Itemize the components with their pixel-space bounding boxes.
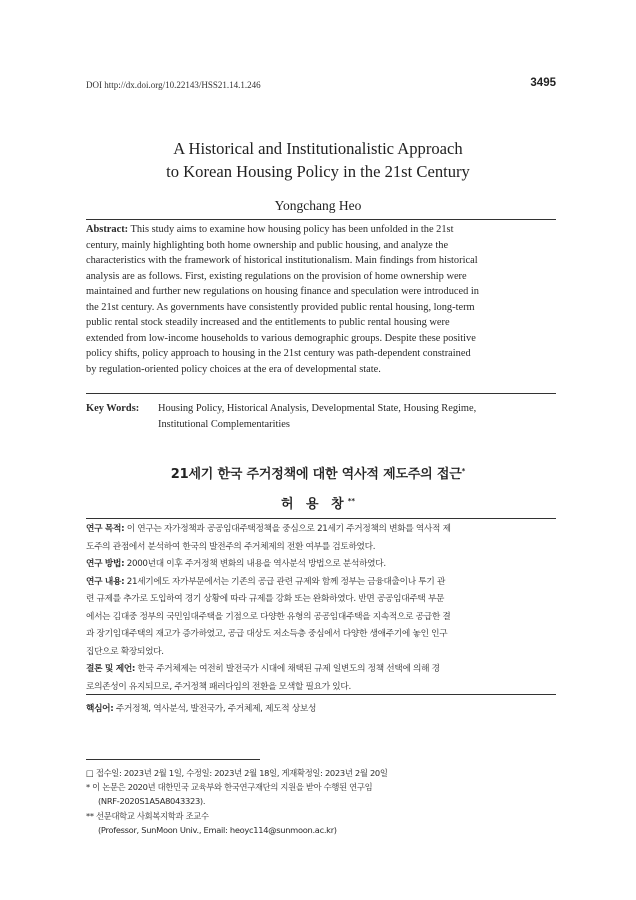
- abstract-line: policy shifts, policy approach to housing in the 21st century was path-dependent constrained: [86, 348, 471, 359]
- method-text: 2000년대 이후 주거정책 변화의 내용을 역사분석 방법으로 분석하였다.: [124, 559, 386, 569]
- footnote-contact: (Professor, SunMoon Univ., Email: heoyc114@sunmoon.ac.kr): [98, 824, 337, 835]
- korean-keywords-values: 주거정책, 역사분석, 발전국가, 주거체제, 제도적 상보성: [113, 704, 317, 714]
- korean-author: [86, 493, 550, 512]
- korean-keywords-label: 핵심어:: [86, 704, 114, 714]
- keywords-values: [158, 401, 558, 432]
- abstract-line: century, mainly highlighting both home ownership and public housing, and analyze the: [86, 239, 449, 251]
- english-abstract: [86, 222, 556, 377]
- purpose-label: 연구 목적:: [86, 524, 125, 534]
- abstract-line: maintained and further new regulations on housing finance and speculation were introduced in: [86, 286, 479, 297]
- abstract-line: public rental stock steadily increased and the entitlements to public rental housing were: [86, 317, 450, 328]
- abstract-line: by regulation-oriented policy choices at the era of developmental state.: [86, 363, 381, 375]
- abstract-bottom-rule: [86, 393, 556, 394]
- content-label: 연구 내용:: [86, 576, 125, 587]
- footnotes: [86, 766, 556, 837]
- korean-author-name: 허 용 창: [280, 497, 348, 512]
- keywords-line-1: Housing Policy, Historical Analysis, Developmental State, Housing Regime,: [158, 403, 477, 414]
- content-text: 21세기에도 자가부문에서는 기존의 공급 관련 규제와 함께 정부는 금융대출이나 투기 관: [124, 576, 446, 587]
- footnote-separator: [86, 759, 260, 760]
- footnote-affiliation: ** 선문대학교 사회복지학과 조교수: [86, 810, 209, 821]
- footnote-grant-number: (NRF-2020S1A5A8043323).: [98, 796, 206, 807]
- korean-title-footnote-mark: *: [461, 467, 466, 475]
- conclusion-text: 한국 주거체제는 여전히 발전국가 시대에 채택된 규제 일변도의 정책 선택에 의해 경: [135, 664, 440, 674]
- english-title-line-1: A Historical and Institutionalistic Approach: [173, 139, 463, 158]
- korean-abstract: [86, 521, 556, 696]
- keywords-label: Key Words:: [86, 403, 140, 414]
- content-text: 집단으로 확장되었다.: [86, 646, 164, 657]
- korean-abstract-bottom-rule: [86, 694, 556, 695]
- doi-link[interactable]: DOI http://dx.doi.org/10.22143/HSS21.14.1.246: [86, 80, 261, 90]
- footnote-funding: * 이 논문은 2020년 대한민국 교육부와 한국연구재단의 지원을 받아 수행된 연구임: [86, 782, 373, 793]
- page-number: 3495: [530, 77, 556, 89]
- english-title: [86, 137, 550, 183]
- abstract-line: the 21st century. As governments have consistently provided public rental housing, long-term: [86, 301, 475, 313]
- keywords-line-2: Institutional Complementarities: [158, 418, 290, 430]
- conclusion-label: 결론 및 제언:: [86, 664, 136, 674]
- method-label: 연구 방법:: [86, 559, 125, 569]
- abstract-line: extended from low-income households to various demographic groups. Despite these positive: [86, 332, 476, 344]
- content-text: 에서는 김대중 정부의 국민임대주택을 기점으로 다양한 유형의 공공임대주택을 지속적으로 공급한 결: [86, 611, 451, 622]
- footnote-dates: □ 접수일: 2023년 2월 1일, 수정일: 2023년 2월 18일, 게재확정일: 2023년 2월 20일: [86, 768, 388, 778]
- abstract-line: characteristics with the framework of historical institutionalism. Main findings from historical: [86, 255, 478, 266]
- abstract-line: This study aims to examine how housing policy has been unfolded in the 21st: [128, 224, 454, 235]
- korean-author-footnote-mark: **: [347, 497, 356, 505]
- english-title-line-2: to Korean Housing Policy in the 21st Century: [166, 162, 470, 181]
- content-text: 련 규제를 추가로 도입하여 경기 상황에 따라 규제를 강화 또는 완화하였다. 반면 공공임대주택 부문: [86, 594, 445, 604]
- abstract-top-rule: [86, 219, 556, 220]
- content-text: 과 장기임대주택의 재고가 증가하였고, 공급 대상도 저소득층 중심에서 다양한 생애주기에 놓인 인구: [86, 629, 448, 639]
- purpose-text: 이 연구는 자가정책과 공공임대주택정책을 중심으로 21세기 주거정책의 변화를 역사적 제: [124, 524, 451, 534]
- korean-title-text: 21세기 한국 주거정책에 대한 역사적 제도주의 접근: [170, 467, 462, 482]
- english-author: Yongchang Heo: [274, 198, 362, 213]
- abstract-line: analysis are as follows. First, existing regulations on the provision of home ownership were: [86, 270, 467, 282]
- abstract-label: Abstract:: [86, 224, 129, 235]
- purpose-text: 도주의 관점에서 분석하여 한국의 발전주의 주거체제의 전환 여부를 검토하였다.: [86, 541, 376, 552]
- conclusion-text: 로의존성이 유지되므로, 주거정책 패러다임의 전환을 모색할 필요가 있다.: [86, 681, 351, 692]
- korean-keywords: [86, 702, 556, 714]
- korean-title: [86, 463, 550, 482]
- korean-abstract-top-rule: [86, 518, 556, 519]
